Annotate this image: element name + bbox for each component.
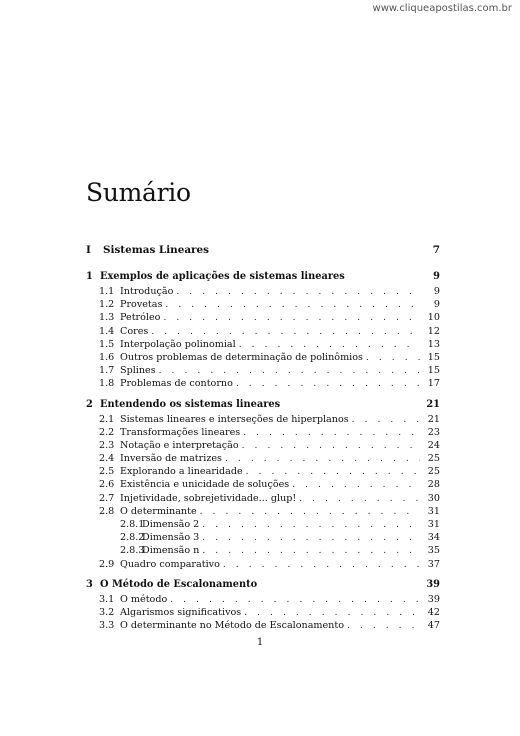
- section-number: 1.7: [99, 365, 115, 377]
- subsection-entry[interactable]: [86, 544, 440, 557]
- section-number: 1.2: [99, 299, 115, 311]
- section-entry[interactable]: [86, 285, 440, 298]
- section-entry[interactable]: [86, 311, 440, 324]
- dot-leader: [202, 532, 420, 545]
- section-page: 12: [427, 325, 440, 337]
- page-title: Sumário: [86, 178, 191, 207]
- section-number: 3.2: [99, 606, 115, 618]
- subsection-entry[interactable]: [86, 518, 440, 531]
- section-entry[interactable]: [86, 606, 440, 619]
- section-page: 23: [427, 426, 440, 438]
- section-number: 2.3: [99, 439, 115, 451]
- chapter-page: 39: [426, 578, 440, 590]
- section-title: Existência e unicidade de soluções: [120, 479, 290, 491]
- section-title: Explorando a linearidade: [120, 466, 243, 478]
- dot-leader: [223, 559, 420, 572]
- dot-leader: [366, 352, 420, 365]
- chapter-number: 3: [86, 578, 93, 590]
- dot-leader: [246, 466, 420, 479]
- section-entry[interactable]: [86, 338, 440, 351]
- section-number: 2.5: [99, 466, 115, 478]
- section-title: Problemas de contorno: [120, 378, 233, 390]
- chapter-block: [86, 579, 440, 633]
- section-page: 31: [427, 519, 440, 530]
- section-title: Dimensão n: [142, 545, 200, 557]
- section-title: Introdução: [120, 286, 174, 297]
- section-page: 39: [427, 593, 440, 605]
- section-number: 2.2: [99, 426, 115, 438]
- section-title: Algarismos significativos: [120, 606, 242, 618]
- section-title: Petróleo: [120, 312, 161, 324]
- section-number: 2.6: [99, 479, 115, 491]
- section-page: 25: [427, 453, 440, 465]
- section-entry[interactable]: [86, 298, 440, 311]
- dot-leader: [242, 440, 420, 453]
- section-title: Splines: [120, 365, 156, 377]
- part-heading: [86, 244, 209, 256]
- section-title: Outros problemas de determinação de polinômios: [120, 351, 363, 363]
- dot-leader: [299, 493, 420, 506]
- dot-leader: [347, 620, 420, 633]
- dot-leader: [159, 365, 420, 378]
- section-number: 2.1: [99, 413, 115, 425]
- section-number: 1.4: [99, 325, 115, 337]
- section-number: 2.8.3: [120, 545, 145, 557]
- section-entry[interactable]: [86, 426, 440, 439]
- section-page: 28: [427, 479, 440, 491]
- chapter-entry[interactable]: [86, 399, 440, 413]
- section-title: Injetividade, sobrejetividade... glup!: [120, 492, 297, 504]
- section-page: 9: [433, 286, 440, 297]
- section-page: 30: [427, 492, 440, 504]
- section-page: 21: [427, 413, 440, 425]
- section-title: O método: [120, 593, 168, 605]
- section-entry[interactable]: [86, 413, 440, 426]
- section-number: 1.5: [99, 338, 115, 350]
- section-page: 37: [427, 558, 440, 570]
- section-entry[interactable]: [86, 465, 440, 478]
- dot-leader: [176, 286, 420, 299]
- dot-leader: [202, 519, 420, 532]
- chapter-page: 9: [433, 271, 440, 282]
- site-watermark: www.cliqueapostilas.com.br: [372, 3, 512, 14]
- chapter-heading: [86, 271, 345, 282]
- section-entry[interactable]: [86, 619, 440, 632]
- section-number: 2.4: [99, 453, 115, 465]
- dot-leader: [244, 607, 420, 620]
- section-entry[interactable]: [86, 492, 440, 505]
- section-page: 10: [427, 312, 440, 324]
- section-page: 35: [427, 545, 440, 557]
- section-number: 2.8.2: [120, 532, 145, 544]
- dot-leader: [202, 545, 420, 558]
- chapter-number: 2: [86, 398, 93, 410]
- section-title: Transformações lineares: [120, 426, 241, 438]
- section-page: 42: [427, 606, 440, 618]
- section-number: 2.8.1: [120, 519, 145, 530]
- part-page: 7: [432, 244, 440, 256]
- section-page: 13: [427, 338, 440, 350]
- section-entry[interactable]: [86, 439, 440, 452]
- section-title: Notação e interpretação: [120, 439, 239, 451]
- chapter-list: [86, 271, 440, 632]
- part-number: I: [86, 244, 91, 256]
- dot-leader: [200, 506, 420, 519]
- section-number: 1.8: [99, 378, 115, 390]
- chapter-heading: [86, 399, 280, 410]
- chapter-heading: [86, 579, 257, 590]
- section-page: 24: [427, 439, 440, 451]
- section-page: 34: [427, 532, 440, 544]
- chapter-title: O Método de Escalonamento: [100, 578, 258, 590]
- chapter-entry[interactable]: [86, 271, 440, 285]
- section-number: 1.3: [99, 312, 115, 324]
- section-title: Dimensão 2: [142, 519, 200, 530]
- chapter-number: 1: [86, 271, 93, 282]
- section-page: 31: [427, 505, 440, 517]
- section-page: 15: [427, 365, 440, 377]
- part-entry[interactable]: [86, 244, 440, 258]
- section-entry[interactable]: [86, 377, 440, 390]
- section-entry[interactable]: [86, 452, 440, 465]
- dot-leader: [352, 414, 420, 427]
- section-page: 17: [427, 378, 440, 390]
- section-number: 2.7: [99, 492, 115, 504]
- subsection-entry[interactable]: [86, 531, 440, 544]
- section-page: 25: [427, 466, 440, 478]
- section-number: 1.6: [99, 351, 115, 363]
- section-number: 3.3: [99, 620, 115, 632]
- section-entry[interactable]: [86, 593, 440, 606]
- chapter-title: Entendendo os sistemas lineares: [100, 398, 281, 410]
- dot-leader: [151, 326, 420, 339]
- chapter-entry[interactable]: [86, 579, 440, 593]
- section-title: O determinante no Método de Escalonamento: [120, 620, 344, 632]
- chapter-block: [86, 399, 440, 571]
- section-title: Inversão de matrizes: [120, 453, 222, 465]
- section-entry[interactable]: [86, 505, 440, 518]
- section-title: Dimensão 3: [142, 532, 200, 544]
- section-number: 1.1: [99, 286, 115, 297]
- dot-leader: [292, 479, 420, 492]
- chapter-page: 21: [426, 398, 440, 410]
- section-page: 15: [427, 351, 440, 363]
- chapter-block: [86, 271, 440, 391]
- section-title: Cores: [120, 325, 149, 337]
- dot-leader: [239, 339, 420, 352]
- dot-leader: [170, 594, 420, 607]
- section-entry[interactable]: [86, 364, 440, 377]
- section-title: Interpolação polinomial: [120, 338, 236, 350]
- section-entry[interactable]: [86, 558, 440, 571]
- table-of-contents: [86, 244, 440, 640]
- section-page: 47: [427, 620, 440, 632]
- section-entry[interactable]: [86, 325, 440, 338]
- section-number: 2.9: [99, 558, 115, 570]
- dot-leader: [236, 378, 420, 391]
- dot-leader: [225, 453, 420, 466]
- dot-leader: [165, 299, 420, 312]
- section-page: 9: [433, 299, 440, 311]
- section-number: 2.8: [99, 505, 115, 517]
- part-title: Sistemas Lineares: [103, 244, 209, 256]
- section-entry[interactable]: [86, 351, 440, 364]
- section-title: Quadro comparativo: [120, 558, 220, 570]
- dot-leader: [243, 427, 420, 440]
- section-title: Provetas: [120, 299, 163, 311]
- page-number: 1: [256, 637, 264, 648]
- section-number: 3.1: [99, 593, 115, 605]
- section-title: O determinante: [120, 505, 197, 517]
- chapter-title: Exemplos de aplicações de sistemas lineares: [100, 271, 345, 282]
- section-entry[interactable]: [86, 478, 440, 491]
- dot-leader: [163, 312, 420, 325]
- section-title: Sistemas lineares e interseções de hiperplanos: [120, 413, 349, 425]
